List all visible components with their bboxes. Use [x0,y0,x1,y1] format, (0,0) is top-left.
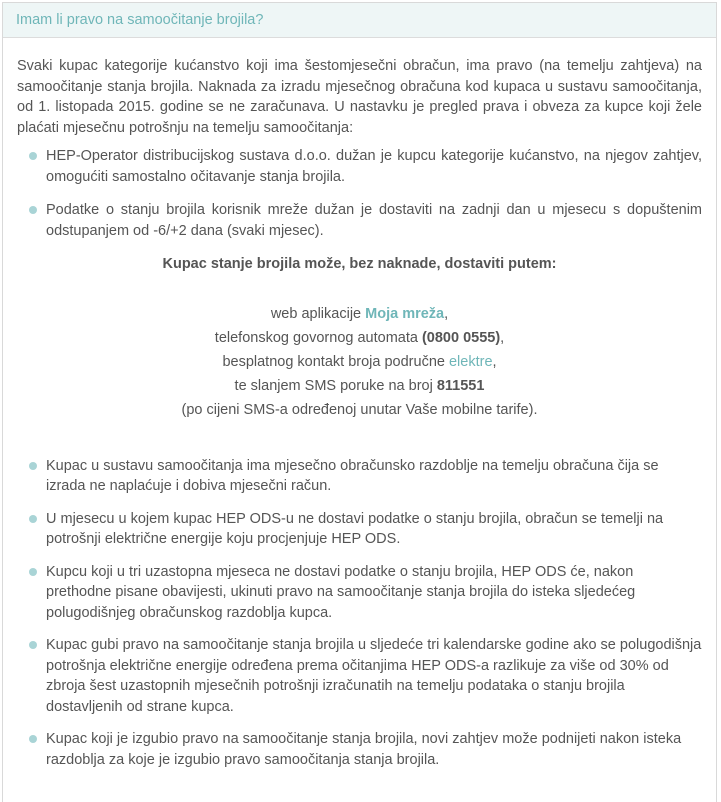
list-item-text: Podatke o stanju brojila korisnik mreže dužan je dostaviti na zadnji dan u mjesecu s dopuštenim odstupanjem od -6/+2 dana (svaki mjesec). [46,202,702,239]
elektre-link[interactable]: elektre [448,353,493,370]
list-item-text: Kupac gubi pravo na samoočitanje stanja brojila u sljedeće tri kalendarske godine ako se polugodišnja potrošnja električne energije određena prema očitanjima HEP ODS-a razlikuje za više od 30% od zbroja šest uzastopnih mjesečnih potrošnji izračunatih na temelju podataka o stanju brojila dostavljenih od strane kupca. [46,637,702,715]
list-item-text: Kupac koji je izgubio pravo na samoočitanje stanja brojila, novi zahtjev može podnijeti nakon isteka razdoblja za koje je izgubio pravo samoočitanja stanja brojila. [46,731,682,768]
list-item-text: Kupac u sustavu samoočitanja ima mjesečno obračunsko razdoblje na temelju obračuna čija se izrada ne naplaćuje i dobiva mjesečni račun. [46,457,659,494]
list-item [17,146,702,187]
delivery-sms-note: (po cijeni SMS-a određenoj unutar Vaše mobilne tarife). [181,401,538,418]
delivery-phone [17,326,702,350]
list-item [17,562,702,624]
accordion-header[interactable] [3,3,716,38]
delivery-phone-text: telefonskog govornog automata [214,329,422,346]
sms-number: 811551 [436,377,485,394]
bullet-dot-icon [29,462,37,470]
list-item [17,635,702,717]
faq-accordion-panel [2,2,717,802]
accordion-title[interactable]: Imam li pravo na samoočitanje brojila? [16,12,264,28]
bullet-dot-icon [29,641,37,649]
delivery-web-text: web aplikacije [270,305,366,322]
bullet-list-first [17,146,702,241]
phone-number: (0800 0555) [421,329,501,346]
bullet-list-second [17,456,702,771]
list-item [17,456,702,497]
delivery-contact-suffix: , [492,353,497,370]
bullet-dot-icon [29,515,37,523]
delivery-sms [17,374,702,398]
intro-paragraph: Svaki kupac kategorije kućanstvo koji ima šestomjesečni obračun, ima pravo (na temelju zahtjeva) na samoočitanje stanja brojila. Naknada za izradu mjesečnog obračuna kod kupaca u sustavu samoočitanja, od 1. listopada 2015. godine se ne zaračunava. U nastavku je pregled prava i obveza za kupce koji žele plaćati mjesečnu potrošnju na temelju samoočitanja: [17,58,702,136]
delivery-contact-text: besplatnog kontakt broja područne [222,353,449,370]
list-item [17,509,702,550]
delivery-sms-text: te slanjem SMS poruke na broj [234,377,437,394]
moja-mreza-link[interactable]: Moja mreža [365,305,445,322]
delivery-web [17,302,702,326]
delivery-web-suffix: , [444,305,449,322]
delivery-heading: Kupac stanje brojila može, bez naknade, dostaviti putem: [162,256,557,272]
delivery-phone-suffix: , [500,329,505,346]
list-item-text: U mjesecu u kojem kupac HEP ODS-u ne dostavi podatke o stanju brojila, obračun se temelji na potrošnji električne energije koju procjenjuje HEP ODS. [46,510,664,547]
list-item [17,729,702,770]
accordion-body [3,38,716,770]
bullet-dot-icon [29,152,37,160]
delivery-contact [17,350,702,374]
delivery-options [17,302,702,422]
bullet-dot-icon [29,568,37,576]
bullet-dot-icon [29,735,37,743]
bullet-dot-icon [29,206,37,214]
list-item-text: HEP-Operator distribucijskog sustava d.o.o. dužan je kupcu kategorije kućanstvo, na njegov zahtjev, omogućiti samostalno očitavanje stanja brojila. [46,148,702,185]
list-item-text: Kupcu koji u tri uzastopna mjeseca ne dostavi podatke o stanju brojila, HEP ODS će, nakon prethodne pisane obavijesti, ukinuti pravo na samoočitanje stanja brojila do isteka sljedećeg polugodišnjeg obračunskog razdoblja kupca. [46,563,636,621]
list-item [17,200,702,241]
